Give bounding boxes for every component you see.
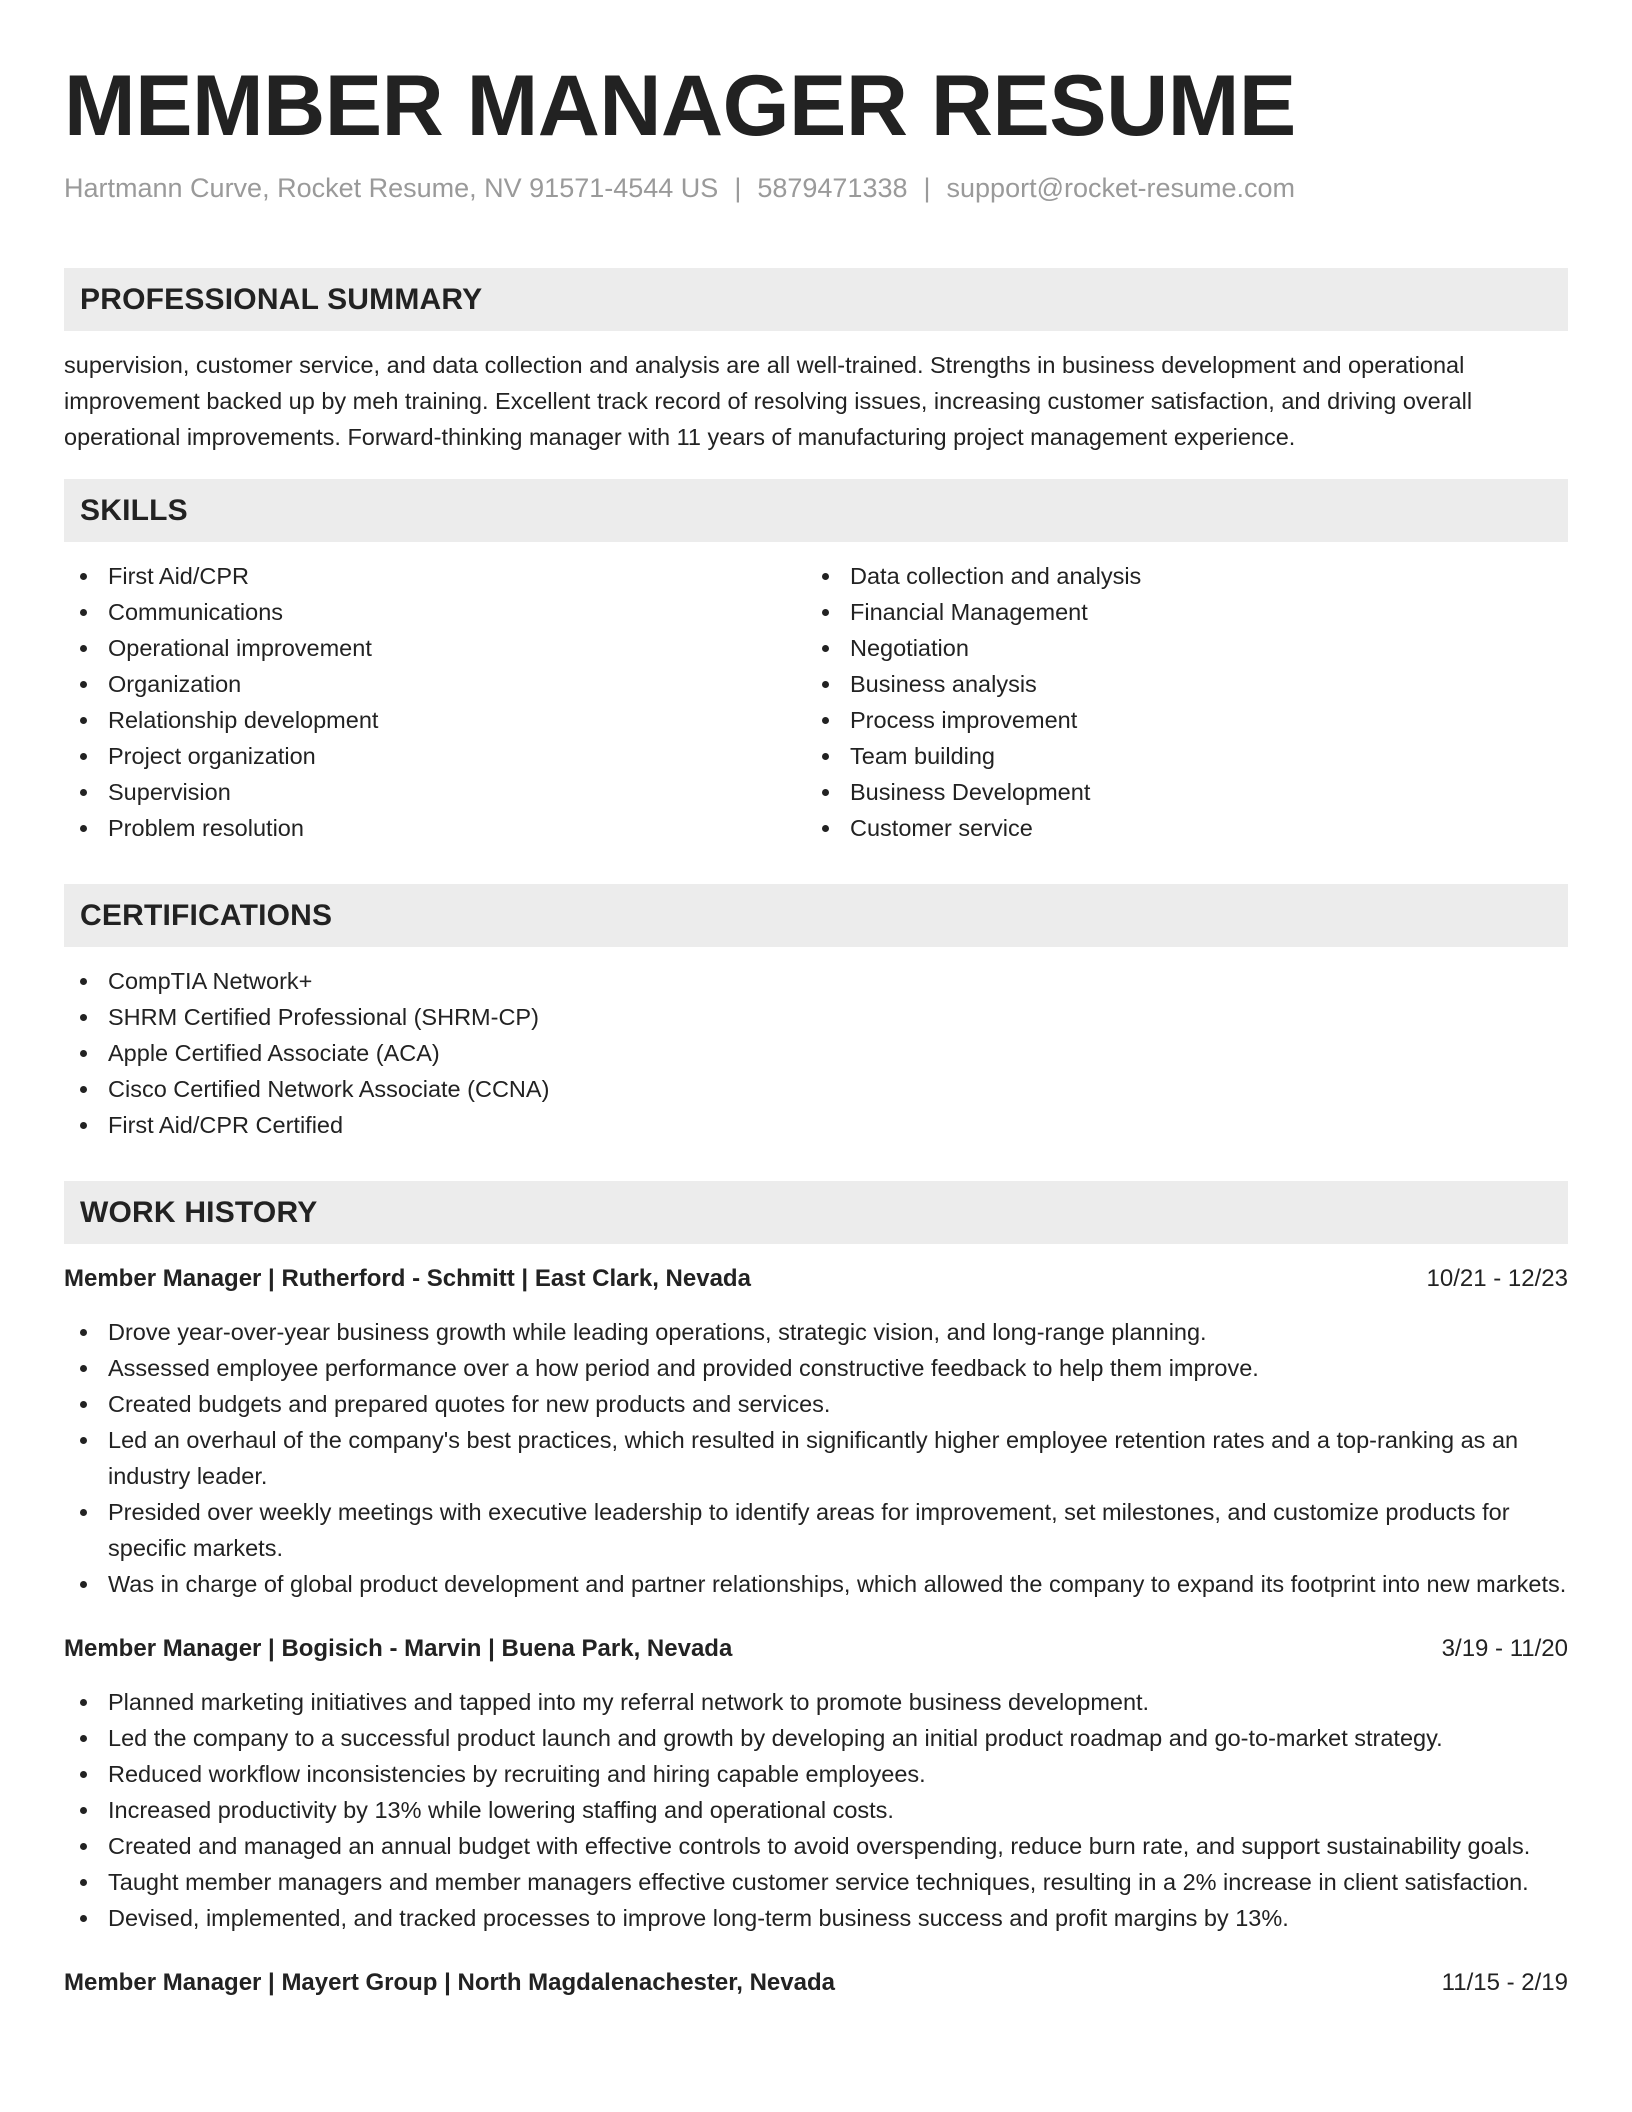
job-bullet: Devised, implemented, and tracked processes to improve long-term business success and profit margins by 13%. (64, 1900, 1568, 1936)
skill-item: Business analysis (806, 666, 1548, 702)
job-bullet: Presided over weekly meetings with executive leadership to identify areas for improvement, set milestones, and customize products for specific markets. (64, 1494, 1568, 1566)
skill-item: Relationship development (64, 702, 806, 738)
skills-list (64, 558, 1568, 846)
job-title: Member Manager | Rutherford - Schmitt | East Clark, Nevada (64, 1265, 751, 1292)
skill-item: Financial Management (806, 594, 1548, 630)
job-title: Member Manager | Bogisich - Marvin | Buena Park, Nevada (64, 1635, 733, 1662)
skill-item: Negotiation (806, 630, 1548, 666)
job-bullet: Created budgets and prepared quotes for new products and services. (64, 1386, 1568, 1422)
resume-title: MEMBER MANAGER RESUME (64, 58, 1296, 154)
contact-line (64, 170, 1568, 206)
skill-item: Project organization (64, 738, 806, 774)
section-heading-skills: SKILLS (64, 479, 1568, 542)
contact-separator: | (923, 173, 931, 203)
skills-column-left (64, 558, 806, 846)
skill-item: Communications (64, 594, 806, 630)
phone: 5879471338 (757, 173, 908, 203)
job-dates: 10/21 - 12/23 (1426, 1265, 1568, 1292)
section-heading-work-history: WORK HISTORY (64, 1181, 1568, 1244)
job-bullet: Led an overhaul of the company's best practices, which resulted in significantly higher employee retention rates and a top-ranking as an industry leader. (64, 1422, 1568, 1494)
skill-item: Organization (64, 666, 806, 702)
job-bullet: Assessed employee performance over a how period and provided constructive feedback to help them improve. (64, 1350, 1568, 1386)
certification-item: SHRM Certified Professional (SHRM-CP) (64, 999, 1568, 1035)
job-entry (64, 1262, 1568, 1602)
skill-item: Team building (806, 738, 1548, 774)
job-bullet: Drove year-over-year business growth while leading operations, strategic vision, and long-range planning. (64, 1314, 1568, 1350)
email: support@rocket-resume.com (946, 173, 1296, 203)
job-bullet: Planned marketing initiatives and tapped into my referral network to promote business development. (64, 1684, 1568, 1720)
contact-separator: | (734, 173, 742, 203)
job-bullet: Created and managed an annual budget with effective controls to avoid overspending, reduce burn rate, and support sustainability goals. (64, 1828, 1568, 1864)
job-bullets (64, 1684, 1568, 1936)
job-bullet: Was in charge of global product development and partner relationships, which allowed the company to expand its footprint into new markets. (64, 1566, 1568, 1602)
skill-item: First Aid/CPR (64, 558, 806, 594)
job-title: Member Manager | Mayert Group | North Magdalenachester, Nevada (64, 1969, 835, 1996)
certifications-list (64, 963, 1568, 1143)
skill-item: Data collection and analysis (806, 558, 1548, 594)
job-bullet: Taught member managers and member managers effective customer service techniques, resulting in a 2% increase in client satisfaction. (64, 1864, 1568, 1900)
skills-column-right (806, 558, 1548, 846)
job-dates: 3/19 - 11/20 (1441, 1635, 1568, 1662)
job-bullet: Reduced workflow inconsistencies by recruiting and hiring capable employees. (64, 1756, 1568, 1792)
job-header (64, 1262, 1568, 1296)
job-bullets (64, 1314, 1568, 1602)
job-bullet: Led the company to a successful product launch and growth by developing an initial product roadmap and go-to-market strategy. (64, 1720, 1568, 1756)
certification-item: Apple Certified Associate (ACA) (64, 1035, 1568, 1071)
certification-item: CompTIA Network+ (64, 963, 1568, 999)
certification-item: First Aid/CPR Certified (64, 1107, 1568, 1143)
job-entry (64, 1632, 1568, 1936)
job-header (64, 1632, 1568, 1666)
job-dates: 11/15 - 2/19 (1441, 1969, 1568, 1996)
skill-item: Customer service (806, 810, 1548, 846)
job-bullet: Increased productivity by 13% while lowering staffing and operational costs. (64, 1792, 1568, 1828)
certification-item: Cisco Certified Network Associate (CCNA) (64, 1071, 1568, 1107)
skill-item: Supervision (64, 774, 806, 810)
skill-item: Business Development (806, 774, 1548, 810)
skill-item: Operational improvement (64, 630, 806, 666)
summary-text: supervision, customer service, and data collection and analysis are all well-trained. Strengths in business development and operational improvement backed up by meh training. Excellent track record of resolving issues, increasing customer satisfaction, and driving overall operational improvements. Forward-thinking manager with 11 years of manufacturing project management experience. (64, 352, 1473, 450)
section-heading-summary: PROFESSIONAL SUMMARY (64, 268, 1568, 331)
address: Hartmann Curve, Rocket Resume, NV 91571-4544 US (64, 173, 719, 203)
skill-item: Problem resolution (64, 810, 806, 846)
job-header (64, 1966, 1568, 2000)
skill-item: Process improvement (806, 702, 1548, 738)
section-heading-certifications: CERTIFICATIONS (64, 884, 1568, 947)
job-entry (64, 1966, 1568, 2000)
